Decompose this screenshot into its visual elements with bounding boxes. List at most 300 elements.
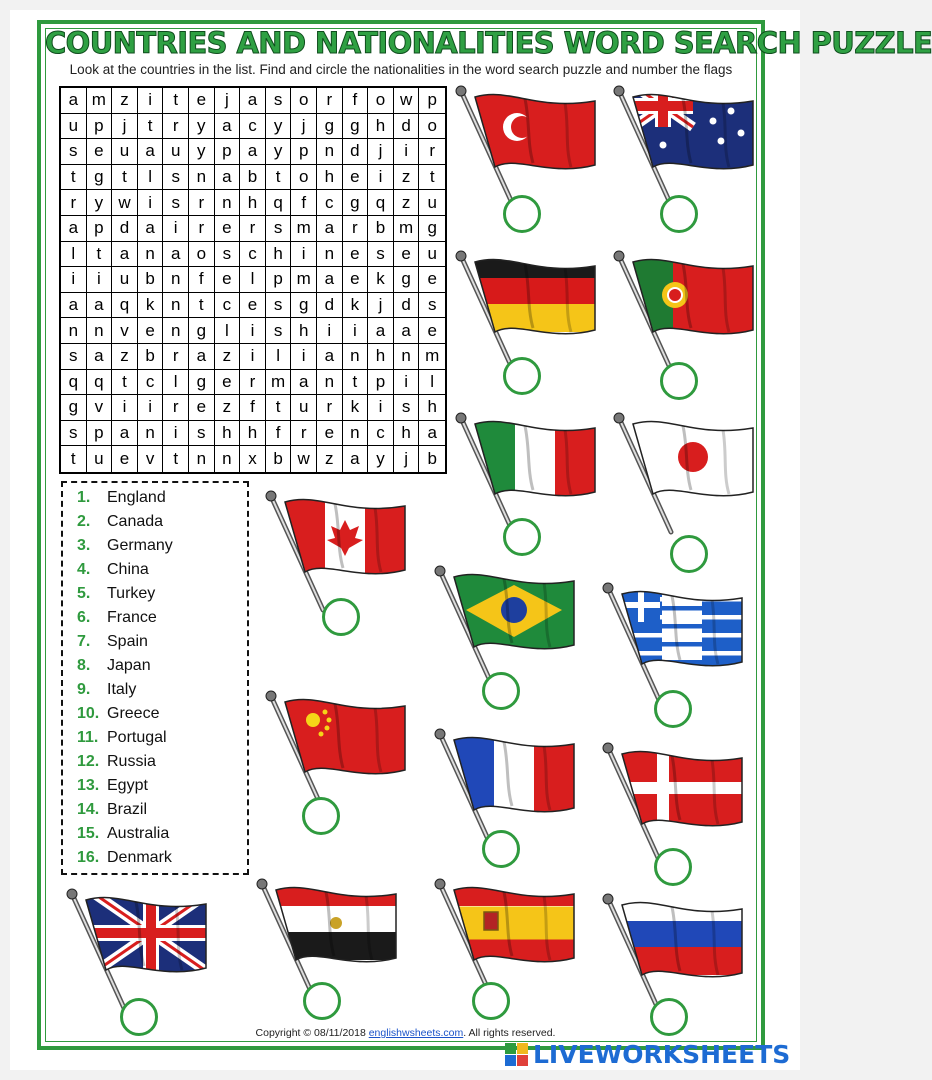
liveworksheets-brand: LIVEWORKSHEETS [533,1040,791,1069]
grid-cell[interactable]: a [368,318,394,344]
grid-cell[interactable]: i [61,267,87,293]
grid-cell[interactable]: s [266,88,292,114]
country-list-item [77,654,151,678]
grid-cell[interactable]: t [112,165,138,191]
grid-cell[interactable]: d [343,139,369,165]
grid-cell[interactable]: n [163,267,189,293]
grid-cell[interactable]: s [61,421,87,447]
country-number: 3. [77,537,91,554]
grid-cell[interactable]: a [317,267,343,293]
grid-cell[interactable]: e [215,216,241,242]
grid-cell[interactable]: m [394,216,420,242]
grid-cell[interactable]: e [138,318,164,344]
grid-cell[interactable]: g [419,216,445,242]
grid-cell[interactable]: a [87,293,113,319]
grid-cell[interactable]: w [394,88,420,114]
grid-cell[interactable]: a [61,293,87,319]
grid-cell[interactable]: f [189,267,215,293]
grid-cell[interactable]: a [87,344,113,370]
country-list-item [77,846,172,870]
flag-number-input-brazil[interactable] [482,672,520,710]
grid-cell[interactable]: u [87,446,113,472]
grid-cell[interactable]: s [419,293,445,319]
grid-cell[interactable]: n [163,318,189,344]
grid-cell[interactable]: i [394,139,420,165]
grid-cell[interactable]: n [343,421,369,447]
grid-cell[interactable]: h [368,114,394,140]
grid-cell[interactable]: f [343,88,369,114]
country-number: 4. [77,561,91,578]
grid-cell[interactable]: o [368,88,394,114]
grid-cell[interactable]: d [317,293,343,319]
flag-italy-drawing [455,412,605,582]
grid-cell[interactable]: a [61,88,87,114]
grid-cell[interactable]: i [317,318,343,344]
grid-cell[interactable]: c [368,421,394,447]
flag-egypt-drawing [256,878,406,1048]
grid-cell[interactable]: t [163,88,189,114]
grid-cell[interactable]: t [266,395,292,421]
grid-cell[interactable]: a [215,165,241,191]
grid-cell[interactable]: e [394,242,420,268]
grid-cell[interactable]: s [368,242,394,268]
grid-cell[interactable]: c [138,370,164,396]
country-name: Canada [107,513,164,530]
grid-cell[interactable]: t [112,370,138,396]
liveworksheets-logo [505,1040,790,1069]
grid-cell[interactable]: e [189,395,215,421]
grid-cell[interactable]: r [163,395,189,421]
country-name: Australia [107,825,170,842]
flag-number-input-italy[interactable] [503,518,541,556]
grid-cell[interactable]: k [343,395,369,421]
flag-germany-drawing [455,250,605,420]
grid-cell[interactable]: e [240,293,266,319]
worksheet-title: COUNTRIES AND NATIONALITIES WORD SEARCH PUZZLE [45,26,932,60]
copyright-link[interactable]: englishwsheets.com [368,1027,464,1039]
grid-cell[interactable]: v [138,446,164,472]
grid-cell[interactable]: d [394,293,420,319]
grid-cell[interactable]: j [291,114,317,140]
grid-cell[interactable]: i [368,165,394,191]
country-name: England [107,489,166,506]
grid-cell[interactable]: o [291,165,317,191]
grid-cell[interactable]: x [240,446,266,472]
flag-number-input-spain[interactable] [472,982,510,1020]
grid-cell[interactable]: o [291,88,317,114]
grid-cell[interactable]: b [427,449,437,469]
grid-cell[interactable]: z [394,190,420,216]
grid-cell[interactable]: l [61,242,87,268]
grid-cell[interactable]: s [215,242,241,268]
flag-number-input-france[interactable] [482,830,520,868]
grid-cell[interactable]: o [419,114,445,140]
country-name: Germany [107,537,173,554]
grid-cell[interactable]: e [419,267,445,293]
country-list-item [77,774,148,798]
flag-china [265,690,415,860]
grid-cell[interactable]: i [87,267,113,293]
grid-cell[interactable]: e [343,165,369,191]
grid-cell[interactable]: r [189,216,215,242]
country-number: 13. [77,777,100,794]
grid-cell[interactable]: l [419,370,445,396]
grid-cell[interactable]: z [112,88,138,114]
grid-cell[interactable]: f [266,421,292,447]
grid-cell[interactable]: i [343,318,369,344]
grid-cell[interactable]: n [215,190,241,216]
grid-cell[interactable]: i [240,344,266,370]
flag-spain [434,878,584,1048]
grid-cell[interactable]: y [87,190,113,216]
flag-number-input-egypt[interactable] [303,982,341,1020]
grid-cell[interactable]: s [266,216,292,242]
country-number: 16. [77,849,100,866]
grid-cell[interactable]: r [343,216,369,242]
grid-cell[interactable]: r [317,88,343,114]
grid-cell[interactable]: h [240,421,266,447]
grid-cell[interactable]: i [163,421,189,447]
grid-cell[interactable]: u [112,267,138,293]
grid-cell[interactable]: r [240,216,266,242]
grid-cell[interactable]: t [87,242,113,268]
grid-cell[interactable]: s [189,421,215,447]
grid-cell[interactable]: w [291,446,317,472]
grid-cell[interactable]: g [291,293,317,319]
country-list-item [77,510,163,534]
grid-cell[interactable]: n [215,446,241,472]
flag-brazil [434,565,584,735]
grid-cell[interactable]: e [112,446,138,472]
liveworksheets-icon [505,1043,529,1067]
grid-cell[interactable]: g [343,190,369,216]
grid-cell[interactable]: m [291,267,317,293]
grid-cell[interactable]: n [394,344,420,370]
grid-cell[interactable]: n [87,318,113,344]
grid-cell[interactable]: m [291,216,317,242]
grid-cell[interactable]: i [138,395,164,421]
flag-denmark-drawing [602,742,752,912]
country-number: 8. [77,657,91,674]
grid-cell[interactable]: m [266,370,292,396]
grid-cell[interactable]: e [343,267,369,293]
flag-number-input-china[interactable] [302,797,340,835]
grid-cell[interactable]: b [240,165,266,191]
grid-cell[interactable]: n [189,165,215,191]
grid-cell[interactable]: j [394,446,420,472]
grid-cell[interactable]: l [138,165,164,191]
grid-cell[interactable]: d [394,114,420,140]
grid-cell[interactable]: t [163,446,189,472]
grid-cell[interactable]: u [419,242,445,268]
grid-cell[interactable]: b [368,216,394,242]
flag-number-input-greece[interactable] [654,690,692,728]
grid-cell[interactable]: u [61,114,87,140]
grid-cell[interactable]: l [163,370,189,396]
grid-cell[interactable]: s [61,344,87,370]
country-name: Russia [107,753,156,770]
grid-cell[interactable]: c [240,114,266,140]
grid-cell[interactable]: h [266,242,292,268]
grid-cell[interactable]: s [163,190,189,216]
grid-cell[interactable]: c [240,242,266,268]
grid-cell[interactable]: b [266,446,292,472]
country-list-item [77,702,159,726]
grid-cell[interactable]: y [368,446,394,472]
country-number: 11. [77,729,99,746]
flag-germany [455,250,605,420]
grid-cell[interactable]: r [240,370,266,396]
grid-cell[interactable]: z [215,395,241,421]
grid-cell[interactable]: i [163,216,189,242]
flag-number-input-denmark[interactable] [654,848,692,886]
grid-cell[interactable]: t [61,165,87,191]
grid-cell[interactable]: q [61,370,87,396]
flag-number-input-canada[interactable] [322,598,360,636]
grid-cell[interactable]: u [163,139,189,165]
grid-cell[interactable]: u [112,139,138,165]
grid-cell[interactable]: i [240,318,266,344]
grid-cell[interactable]: q [368,190,394,216]
country-list-item [77,822,169,846]
copyright-prefix: Copyright © 08/11/2018 [255,1027,369,1039]
country-name: Denmark [107,849,172,866]
grid-cell[interactable]: a [112,242,138,268]
grid-cell[interactable]: m [87,88,113,114]
grid-cell[interactable]: j [368,293,394,319]
country-name: Italy [107,681,137,698]
grid-cell[interactable]: n [317,139,343,165]
grid-cell[interactable]: r [61,190,87,216]
country-name: Turkey [107,585,156,602]
grid-cell[interactable]: t [343,370,369,396]
flag-number-input-portugal[interactable] [660,362,698,400]
flag-number-input-germany[interactable] [503,357,541,395]
grid-cell[interactable]: a [163,242,189,268]
country-number: 5. [77,585,91,602]
flag-number-input-australia[interactable] [660,195,698,233]
grid-cell[interactable]: k [343,293,369,319]
country-name: China [107,561,149,578]
flag-number-input-turkey[interactable] [503,195,541,233]
grid-cell[interactable]: h [291,318,317,344]
grid-cell[interactable]: h [317,165,343,191]
copyright [0,1027,811,1039]
grid-cell[interactable]: d [112,216,138,242]
grid-cell[interactable]: z [317,446,343,472]
grid-cell[interactable]: n [317,242,343,268]
grid-cell[interactable]: t [61,446,87,472]
grid-cell[interactable]: i [112,395,138,421]
grid-cell[interactable]: l [215,318,241,344]
grid-cell[interactable]: a [291,370,317,396]
grid-cell[interactable]: t [266,165,292,191]
grid-cell[interactable]: s [163,165,189,191]
grid-cell[interactable]: a [138,216,164,242]
country-name: France [107,609,157,626]
grid-cell[interactable]: a [317,216,343,242]
grid-cell[interactable]: n [317,370,343,396]
grid-cell[interactable]: u [419,190,445,216]
grid-cell[interactable]: e [419,318,445,344]
grid-cell[interactable]: c [215,293,241,319]
grid-cell[interactable]: j [368,139,394,165]
grid-cell[interactable]: s [61,139,87,165]
grid-cell[interactable]: n [61,318,87,344]
grid-cell[interactable]: a [112,421,138,447]
country-list-item [77,558,149,582]
grid-cell[interactable]: n [343,344,369,370]
grid-cell[interactable]: r [163,114,189,140]
instructions: Look at the countries in the list. Find and circle the nationalities in the word search puzzle and number the flags [69,62,733,77]
grid-cell[interactable]: f [240,395,266,421]
grid-cell[interactable]: p [87,114,113,140]
grid-cell[interactable]: a [138,139,164,165]
country-number: 9. [77,681,91,698]
country-number: 6. [77,609,91,626]
country-list-item [77,678,136,702]
grid-cell[interactable]: r [163,344,189,370]
grid-cell[interactable]: a [215,114,241,140]
grid-cell[interactable]: s [394,395,420,421]
country-name: Japan [107,657,151,674]
grid-cell[interactable]: z [215,344,241,370]
flag-brazil-drawing [434,565,584,735]
grid-cell[interactable]: y [266,114,292,140]
country-list-item [77,534,173,558]
country-number: 10. [77,705,100,722]
grid-cell[interactable]: g [189,318,215,344]
grid-cell[interactable]: a [394,318,420,344]
flag-number-input-japan[interactable] [670,535,708,573]
grid-cell[interactable]: k [138,293,164,319]
grid-cell[interactable]: j [112,114,138,140]
grid-cell[interactable]: e [343,242,369,268]
grid-cell[interactable]: p [419,88,445,114]
flag-egypt [256,878,406,1048]
grid-cell[interactable]: q [112,293,138,319]
grid-cell[interactable]: a [240,139,266,165]
grid-cell[interactable]: p [215,139,241,165]
grid-cell[interactable]: a [189,344,215,370]
grid-cell[interactable]: h [240,190,266,216]
grid-cell[interactable]: e [215,370,241,396]
grid-cell[interactable]: r [317,395,343,421]
copyright-suffix: . All rights reserved. [463,1027,556,1039]
grid-cell[interactable]: r [291,421,317,447]
grid-cell[interactable]: i [368,395,394,421]
grid-cell[interactable]: p [87,216,113,242]
grid-cell[interactable]: e [189,88,215,114]
grid-cell[interactable]: a [61,216,87,242]
grid-cell[interactable]: y [189,114,215,140]
grid-cell[interactable]: b [138,267,164,293]
grid-cell[interactable]: e [87,139,113,165]
country-list-item [77,798,147,822]
flag-denmark [602,742,752,912]
grid-cell[interactable]: h [215,421,241,447]
grid-cell[interactable]: z [112,344,138,370]
grid-cell[interactable]: i [291,344,317,370]
country-name: Greece [107,705,160,722]
country-list-item [77,630,148,654]
grid-cell[interactable]: o [189,242,215,268]
country-list [61,481,249,875]
grid-cell[interactable]: t [189,293,215,319]
grid-cell[interactable]: r [419,139,445,165]
grid-cell[interactable]: s [266,318,292,344]
grid-cell[interactable]: w [112,190,138,216]
grid-cell[interactable]: g [317,114,343,140]
grid-cell[interactable]: m [419,344,445,370]
grid-cell[interactable]: n [189,446,215,472]
flag-china-drawing [265,690,415,860]
grid-cell[interactable]: b [138,344,164,370]
grid-cell[interactable]: v [87,395,113,421]
grid-cell[interactable]: h [419,395,445,421]
grid-cell[interactable]: y [266,139,292,165]
flag-italy [455,412,605,582]
grid-cell[interactable]: i [138,190,164,216]
grid-cell[interactable]: q [266,190,292,216]
country-list-item [77,582,155,606]
grid-cell[interactable]: c [317,190,343,216]
grid-cell[interactable]: e [317,421,343,447]
grid-cell[interactable]: j [215,88,241,114]
grid-cell[interactable]: a [419,421,445,447]
grid-cell[interactable]: u [291,395,317,421]
grid-cell[interactable]: f [291,190,317,216]
grid-cell[interactable]: a [343,446,369,472]
grid-cell[interactable]: g [394,267,420,293]
grid-cell[interactable]: a [240,88,266,114]
grid-cell[interactable]: g [343,114,369,140]
grid-cell[interactable]: y [189,139,215,165]
grid-cell[interactable]: s [266,293,292,319]
country-number: 2. [77,513,91,530]
grid-cell[interactable]: n [138,242,164,268]
word-search-grid[interactable] [59,86,447,474]
grid-cell[interactable]: p [368,370,394,396]
grid-cell[interactable]: l [266,344,292,370]
grid-cell[interactable]: n [163,293,189,319]
country-number: 1. [77,489,91,506]
grid-cell[interactable]: g [61,395,87,421]
grid-cell[interactable]: p [291,139,317,165]
grid-cell[interactable]: z [394,165,420,191]
grid-cell[interactable]: r [189,190,215,216]
country-list-item [77,726,167,750]
grid-cell[interactable]: t [138,114,164,140]
grid-cell[interactable]: q [87,370,113,396]
grid-cell[interactable]: k [368,267,394,293]
grid-cell[interactable]: i [291,242,317,268]
grid-cell[interactable]: g [87,165,113,191]
grid-cell[interactable]: g [189,370,215,396]
grid-cell[interactable]: i [394,370,420,396]
grid-cell[interactable]: h [368,344,394,370]
grid-cell[interactable]: i [138,88,164,114]
grid-cell[interactable]: l [240,267,266,293]
grid-cell[interactable]: p [266,267,292,293]
grid-cell[interactable]: t [419,165,445,191]
grid-cell[interactable]: v [112,318,138,344]
grid-cell[interactable]: e [215,267,241,293]
grid-cell[interactable]: h [394,421,420,447]
grid-cell[interactable]: a [317,344,343,370]
grid-cell[interactable]: n [138,421,164,447]
grid-cell[interactable]: p [87,421,113,447]
